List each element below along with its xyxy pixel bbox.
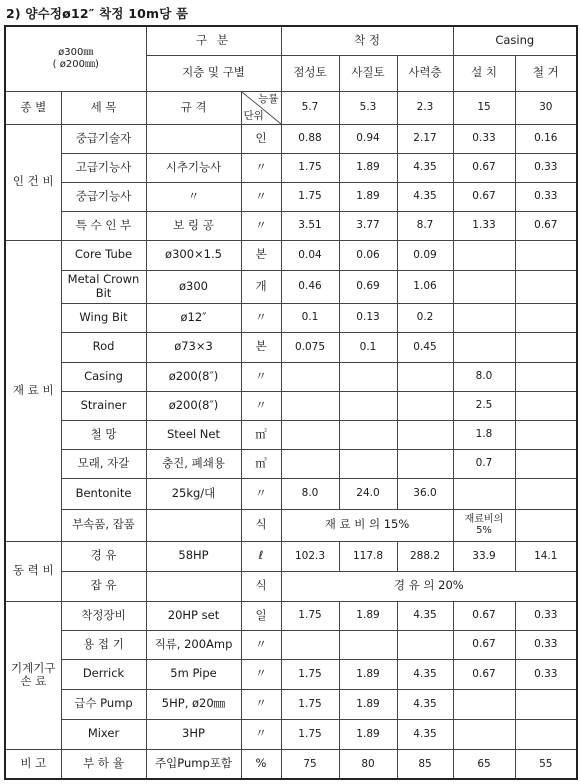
value-cell [397,420,453,449]
spec-cell [146,571,241,601]
spec-cell: 충진, 폐쇄용 [146,449,241,478]
value-cell: 0.075 [281,332,339,362]
value-cell: 1.89 [339,719,397,749]
value-cell [515,391,577,420]
spec-cell: 시추기능사 [146,153,241,182]
value-cell: 85 [397,749,453,779]
value-cell [515,362,577,391]
merged-value-cell: 경 유 의 20% [281,571,577,601]
table-row [5,153,577,182]
value-cell: 4.35 [397,182,453,211]
value-cell: 1.89 [339,153,397,182]
value-cell: 1.06 [397,270,453,303]
spec-cell: 58HP [146,541,241,571]
unit-cell: 인 [241,124,281,153]
unit-cell: % [241,749,281,779]
item-cell: 경 유 [61,541,146,571]
unit-cell: ㎡ [241,420,281,449]
unit-cell: 본 [241,240,281,270]
unit-cell: 〃 [241,211,281,240]
value-cell: 0.45 [397,332,453,362]
value-cell [339,391,397,420]
spec-cell: 25kg/대 [146,478,241,509]
value-cell: 80 [339,749,397,779]
spec-cell: ø200(8″) [146,391,241,420]
value-cell: 0.33 [515,153,577,182]
value-cell [515,303,577,332]
value-cell [397,630,453,659]
unit-cell: 〃 [241,630,281,659]
unit-cell: 일 [241,601,281,630]
table-body [5,124,577,779]
install-header: 설 치 [453,55,515,91]
spec-cell [146,124,241,153]
table-row [5,630,577,659]
value-cell: 0.67 [453,601,515,630]
value-cell: 1.89 [339,659,397,689]
table-row [5,449,577,478]
table-row [5,211,577,240]
table-row [5,270,577,303]
value-cell: 1.75 [281,689,339,719]
efficiency-install: 15 [453,91,515,124]
value-cell: 102.3 [281,541,339,571]
efficiency-unit-header [241,91,281,124]
table-row [5,332,577,362]
efficiency-clay: 5.7 [281,91,339,124]
spec-cell: 직류, 200Amp [146,630,241,659]
gravel-header: 사력층 [397,55,453,91]
efficiency-removal: 30 [515,91,577,124]
remark-group: 비 고 [5,749,61,779]
item-cell: Mixer [61,719,146,749]
table-row [5,420,577,449]
spec-cell: 보 링 공 [146,211,241,240]
item-cell: 잡 유 [61,571,146,601]
value-cell: 0.2 [397,303,453,332]
item-cell: 중급기술자 [61,124,146,153]
value-cell: 3.51 [281,211,339,240]
value-cell [453,719,515,749]
value-cell [515,478,577,509]
work-quantity-table [4,25,578,780]
efficiency-sand: 5.3 [339,91,397,124]
value-cell [281,449,339,478]
value-cell [515,420,577,449]
unit-cell: 〃 [241,153,281,182]
table-row [5,601,577,630]
value-cell: 2.5 [453,391,515,420]
value-cell: 0.1 [339,332,397,362]
table-row [5,391,577,420]
unit-cell: ㎥ [241,449,281,478]
machine-group: 기계기구 손 료 [5,601,61,749]
value-cell: 0.16 [515,124,577,153]
unit-cell: 본 [241,332,281,362]
value-cell [397,362,453,391]
value-cell [453,689,515,719]
spec-cell: ø300 [146,270,241,303]
value-cell: 0.88 [281,124,339,153]
item-cell: Derrick [61,659,146,689]
item-cell: 중급기능사 [61,182,146,211]
value-cell: 24.0 [339,478,397,509]
value-cell: 0.67 [453,659,515,689]
item-cell: 용 접 기 [61,630,146,659]
gubun-header: 구 분 [146,26,281,55]
clay-header: 점성토 [281,55,339,91]
value-cell: 36.0 [397,478,453,509]
value-cell: 1.75 [281,659,339,689]
value-cell: 0.69 [339,270,397,303]
labor-group: 인 건 비 [5,124,61,240]
spec-header: 규 격 [146,91,241,124]
item-cell: 부 하 율 [61,749,146,779]
efficiency-gravel: 2.3 [397,91,453,124]
value-cell: 0.09 [397,240,453,270]
table-row [5,362,577,391]
value-cell [515,689,577,719]
power-group: 동 력 비 [5,541,61,601]
value-cell [515,509,577,541]
value-cell: 1.89 [339,182,397,211]
value-cell [397,391,453,420]
unit-cell: 〃 [241,182,281,211]
table-row [5,749,577,779]
value-cell: 1.75 [281,601,339,630]
spec-cell: ø300×1.5 [146,240,241,270]
value-cell [453,303,515,332]
value-cell: 0.06 [339,240,397,270]
unit-cell: 〃 [241,719,281,749]
value-cell: 0.67 [453,182,515,211]
unit-cell: 개 [241,270,281,303]
unit-cell: 〃 [241,659,281,689]
value-cell: 14.1 [515,541,577,571]
value-cell [339,362,397,391]
value-cell: 1.75 [281,153,339,182]
spec-cell: 5HP, ø20㎜ [146,689,241,719]
item-cell: Core Tube [61,240,146,270]
value-cell [515,719,577,749]
spec-corner-cell: ø300㎜ ( ø200㎜) [5,26,146,91]
value-cell [281,391,339,420]
table-row [5,689,577,719]
table-row [5,240,577,270]
value-cell: 33.9 [453,541,515,571]
value-cell: 0.13 [339,303,397,332]
item-header: 세 목 [61,91,146,124]
item-cell: Bentonite [61,478,146,509]
value-cell: 0.33 [515,630,577,659]
value-cell: 288.2 [397,541,453,571]
category-header: 종 별 [5,91,61,124]
unit-label: 단위 [243,110,264,123]
value-cell: 0.67 [453,630,515,659]
value-cell: 4.35 [397,601,453,630]
value-cell: 4.35 [397,153,453,182]
value-cell [453,270,515,303]
value-cell: 4.35 [397,689,453,719]
value-cell: 0.33 [515,659,577,689]
value-cell [453,332,515,362]
value-cell [281,630,339,659]
item-cell: Casing [61,362,146,391]
table-row [5,303,577,332]
item-cell: 모래, 자갈 [61,449,146,478]
value-cell [339,630,397,659]
value-cell: 3.77 [339,211,397,240]
value-cell [515,332,577,362]
table-row [5,478,577,509]
value-cell: 8.0 [453,362,515,391]
item-cell: 특 수 인 부 [61,211,146,240]
item-cell: Metal Crown Bit [61,270,146,303]
value-cell: 재료비의 5% [453,509,515,541]
spec-cell: 주입Pump포함 [146,749,241,779]
value-cell: 0.33 [515,182,577,211]
value-cell: 1.8 [453,420,515,449]
item-cell: Strainer [61,391,146,420]
unit-cell: 식 [241,571,281,601]
value-cell [339,449,397,478]
sand-header: 사질토 [339,55,397,91]
value-cell [515,240,577,270]
value-cell [339,420,397,449]
table-row [5,509,577,541]
table-row [5,719,577,749]
spec-cell: ø73×3 [146,332,241,362]
item-cell: 고급기능사 [61,153,146,182]
value-cell: 1.75 [281,182,339,211]
value-cell: 2.17 [397,124,453,153]
value-cell: 0.7 [453,449,515,478]
value-cell [281,362,339,391]
value-cell: 1.89 [339,601,397,630]
value-cell: 8.7 [397,211,453,240]
table-row [5,659,577,689]
merged-value-cell: 재 료 비 의 15% [281,509,453,541]
item-cell: 부속품, 잡품 [61,509,146,541]
item-cell: Wing Bit [61,303,146,332]
spec-cell: 〃 [146,182,241,211]
material-group: 재 료 비 [5,240,61,541]
unit-cell: ℓ [241,541,281,571]
table-row [5,124,577,153]
spec-cell: 5m Pipe [146,659,241,689]
value-cell: 117.8 [339,541,397,571]
value-cell: 0.67 [453,153,515,182]
value-cell: 1.33 [453,211,515,240]
unit-cell: 〃 [241,362,281,391]
value-cell [281,420,339,449]
unit-cell: 〃 [241,689,281,719]
removal-header: 철 거 [515,55,577,91]
value-cell: 75 [281,749,339,779]
value-cell [453,478,515,509]
spec-cell: ø12″ [146,303,241,332]
value-cell: 0.46 [281,270,339,303]
spec-cell: Steel Net [146,420,241,449]
value-cell: 1.89 [339,689,397,719]
value-cell: 0.04 [281,240,339,270]
value-cell: 0.33 [515,601,577,630]
value-cell: 0.1 [281,303,339,332]
value-cell: 0.67 [515,211,577,240]
value-cell: 65 [453,749,515,779]
unit-cell: 〃 [241,391,281,420]
table-row [5,541,577,571]
value-cell: 4.35 [397,719,453,749]
value-cell [397,449,453,478]
casing-header: Casing [453,26,577,55]
value-cell: 1.75 [281,719,339,749]
table-row [5,182,577,211]
value-cell: 0.33 [453,124,515,153]
item-cell: Rod [61,332,146,362]
spec-cell: ø200(8″) [146,362,241,391]
table-row [5,571,577,601]
value-cell: 0.94 [339,124,397,153]
spec-cell: 20HP set [146,601,241,630]
value-cell: 4.35 [397,659,453,689]
spec-cell [146,509,241,541]
item-cell: 철 망 [61,420,146,449]
strata-header: 지층 및 구별 [146,55,281,91]
value-cell [515,449,577,478]
spec-cell: 3HP [146,719,241,749]
value-cell [453,240,515,270]
chakjeong-header: 착 정 [281,26,453,55]
value-cell: 8.0 [281,478,339,509]
item-cell: 급수 Pump [61,689,146,719]
value-cell [515,270,577,303]
value-cell: 55 [515,749,577,779]
efficiency-label: 능률 [258,92,279,105]
unit-cell: 〃 [241,303,281,332]
unit-cell: 〃 [241,478,281,509]
unit-cell: 식 [241,509,281,541]
item-cell: 착정장비 [61,601,146,630]
page-title: 2) 양수정ø12″ 착정 10m당 품 [6,6,189,21]
